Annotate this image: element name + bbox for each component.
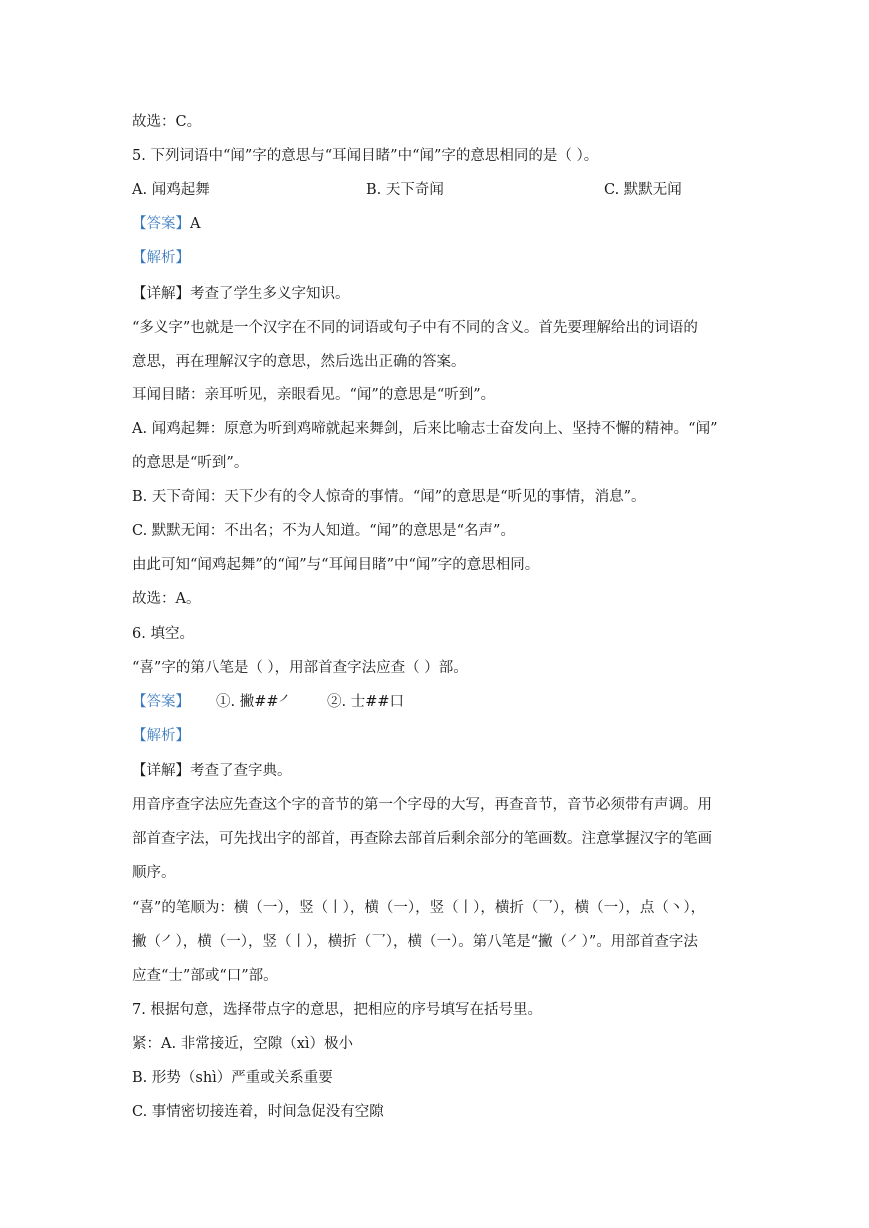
q5-detail [132,284,350,304]
question-7: 7. 根据句意，选择带点字的意思，把相应的序号填写在括号里。 [132,1002,542,1018]
text-line: 故选：C。 [132,114,202,130]
paragraph-line: 故选：A。 [132,591,201,607]
q6-answer [132,692,404,712]
paragraph-line: 耳闻目睹：亲耳听见，亲眼看见。“闻”的意思是“听到”。 [132,387,496,403]
answer-value: A [190,216,201,232]
answer-item-2: ②. 士##口 [327,694,405,710]
q5-option-c: C. 默默无闻 [604,182,682,198]
q5-analysis-tag: 【解析】 [132,250,190,266]
paragraph-line: 顺序。 [132,865,176,881]
q6-detail [132,761,292,781]
paragraph-line: 应查“士”部或“口”部。 [132,968,278,984]
q7-option-a: 紧：A. 非常接近，空隙（xì）极小 [132,1036,354,1052]
paragraph-line: 的意思是“听到”。 [132,455,249,471]
q5-option-a: A. 闻鸡起舞 [132,182,210,198]
question-6: 6. 填空。 [132,626,194,642]
paragraph-line: 由此可知“闻鸡起舞”的“闻”与“耳闻目睹”中“闻”字的意思相同。 [132,557,540,573]
paragraph-line: B. 天下奇闻：天下少有的令人惊奇的事情。“闻”的意思是“听见的事情，消息”。 [132,489,646,505]
paragraph-line: “多义字”也就是一个汉字在不同的词语或句子中有不同的含义。首先要理解给出的词语的 [132,320,698,336]
detail-tag: 【详解】 [132,763,190,779]
paragraph-line: 撇（㇒），横（一），竖（丨），横折（乛），横（一）。第八笔是“撇（㇒）”。用部首查字法 [132,934,698,950]
q5-answer [132,214,200,234]
question-5: 5. 下列词语中“闻”字的意思与“耳闻目睹”中“闻”字的意思相同的是（ ）。 [132,148,599,164]
answer-item-1: ①. 撇##㇒ [216,694,294,710]
answer-tag: 【答案】 [132,694,190,710]
q5-option-b: B. 天下奇闻 [366,182,444,198]
paragraph-line: 部首查字法，可先找出字的部首，再查除去部首后剩余部分的笔画数。注意掌握汉字的笔画 [132,831,712,847]
detail-text: 考查了学生多义字知识。 [190,286,350,302]
q7-option-b: B. 形势（shì）严重或关系重要 [132,1070,333,1086]
detail-tag: 【详解】 [132,286,190,302]
paragraph-line: A. 闻鸡起舞：原意为听到鸡啼就起来舞剑，后来比喻志士奋发向上、坚持不懈的精神。“闻” [132,421,718,437]
answer-tag: 【答案】 [132,216,190,232]
q6-analysis-tag: 【解析】 [132,728,190,744]
q7-option-c: C. 事情密切接连着，时间急促没有空隙 [132,1104,384,1120]
paragraph-line: “喜”的笔顺为：横（一），竖（丨），横（一），竖（丨），横折（乛），横（一），点（丶）， [132,900,706,916]
detail-text: 考查了查字典。 [190,763,292,779]
paragraph-line: C. 默默无闻：不出名；不为人知道。“闻”的意思是“名声”。 [132,523,515,539]
paragraph-line: 意思，再在理解汉字的意思，然后选出正确的答案。 [132,354,466,370]
q6-text: “喜”字的第八笔是（ ），用部首查字法应查（ ）部。 [132,660,468,676]
paragraph-line: 用音序查字法应先查这个字的音节的第一个字母的大写，再查音节，音节必须带有声调。用 [132,797,712,813]
